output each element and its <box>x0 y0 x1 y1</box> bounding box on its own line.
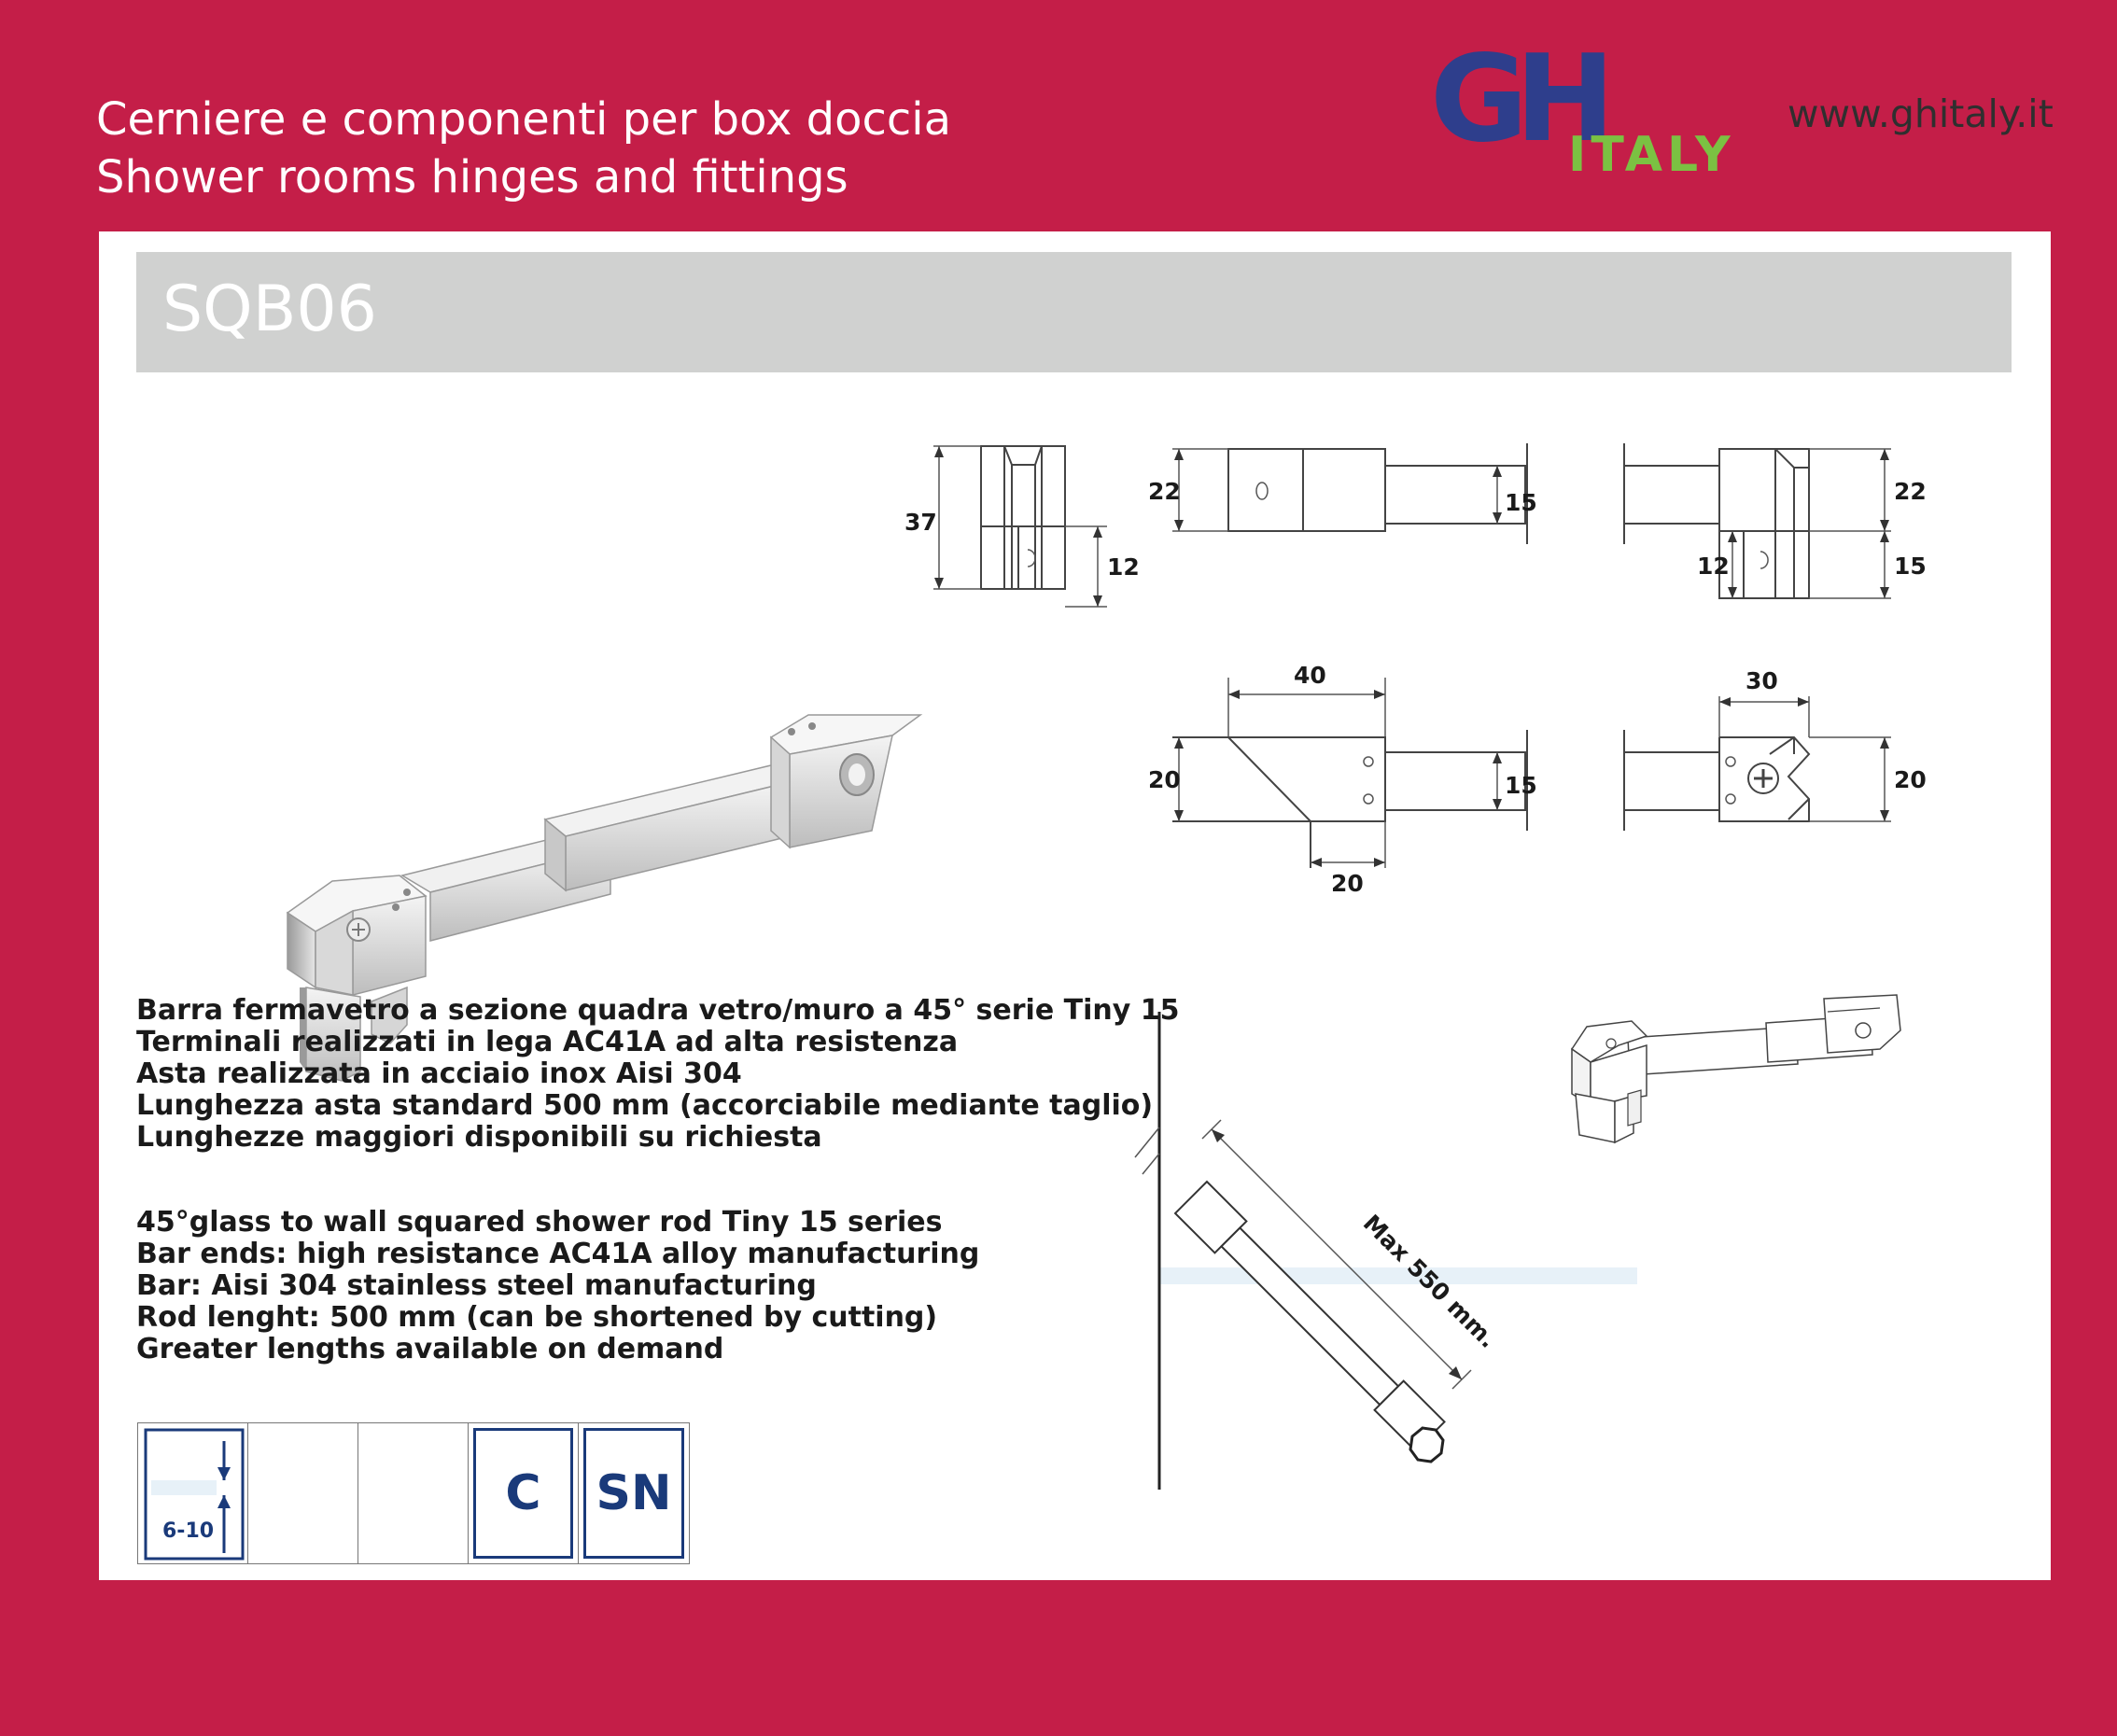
front-view-1-drawing <box>1144 651 1546 897</box>
dim-20b: 20 <box>1331 870 1364 897</box>
top-view-2-drawing <box>1611 441 1927 647</box>
product-code: SQB06 <box>162 273 377 346</box>
header-title-it: Cerniere e componenti per box doccia <box>96 93 952 146</box>
gh-italy-logo <box>1430 30 1766 183</box>
description-it <box>136 995 1180 1154</box>
top-view-1-drawing <box>1144 441 1546 581</box>
logo-sub: ITALY <box>1568 127 1735 183</box>
dim-40: 40 <box>1294 662 1326 689</box>
glass-thickness-value: 6-10 <box>162 1519 215 1543</box>
dim-15b: 15 <box>1894 553 1927 580</box>
finish-cell <box>358 1422 469 1564</box>
desc-en-line: Greater lengths available on demand <box>136 1333 724 1365</box>
desc-en-line: Bar ends: high resistance AC41A alloy manufacturing <box>136 1238 980 1270</box>
glass-thickness-badge <box>144 1428 245 1561</box>
title-bar <box>136 252 2012 372</box>
dim-15a: 15 <box>1505 489 1537 516</box>
dim-37: 37 <box>904 509 937 536</box>
dim-22b: 22 <box>1894 478 1927 505</box>
desc-en-line: Bar: Aisi 304 stainless steel manufacturing <box>136 1269 817 1302</box>
dim-20a: 20 <box>1148 766 1181 793</box>
finish-badge-satin-nickel: SN <box>583 1428 684 1559</box>
logo-main: GH <box>1430 30 1603 169</box>
dim-12b: 12 <box>1697 553 1730 580</box>
description-en <box>136 1207 979 1365</box>
desc-en-line: Rod lenght: 500 mm (can be shortened by cutting) <box>136 1301 938 1334</box>
dim-20c: 20 <box>1894 766 1927 793</box>
product-card <box>99 231 2051 1580</box>
front-view-2-drawing <box>1611 651 1927 838</box>
max-length-label: Max 550 mm. <box>1357 1209 1502 1353</box>
desc-it-line: Asta realizzata in acciaio inox Aisi 304 <box>136 1057 742 1090</box>
finish-cell <box>247 1422 358 1564</box>
desc-it-line: Lunghezza asta standard 500 mm (accorciabile mediante taglio) <box>136 1089 1154 1122</box>
finish-badge-chrome: C <box>473 1428 573 1559</box>
dim-12: 12 <box>1107 553 1140 581</box>
dim-30: 30 <box>1745 667 1778 694</box>
header-title-en: Shower rooms hinges and fittings <box>96 151 848 203</box>
dim-15c: 15 <box>1505 772 1537 799</box>
dim-22a: 22 <box>1148 478 1181 505</box>
desc-it-line: Barra fermavetro a sezione quadra vetro/muro a 45° serie Tiny 15 <box>136 994 1180 1027</box>
desc-it-line: Terminali realizzati in lega AC41A ad alta resistenza <box>136 1026 959 1058</box>
website-link[interactable]: www.ghitaly.it <box>1788 91 2054 136</box>
desc-it-line: Lunghezze maggiori disponibili su richiesta <box>136 1121 822 1154</box>
desc-en-line: 45°glass to wall squared shower rod Tiny 15 series <box>136 1206 943 1239</box>
product-small-image <box>1563 984 1927 1161</box>
